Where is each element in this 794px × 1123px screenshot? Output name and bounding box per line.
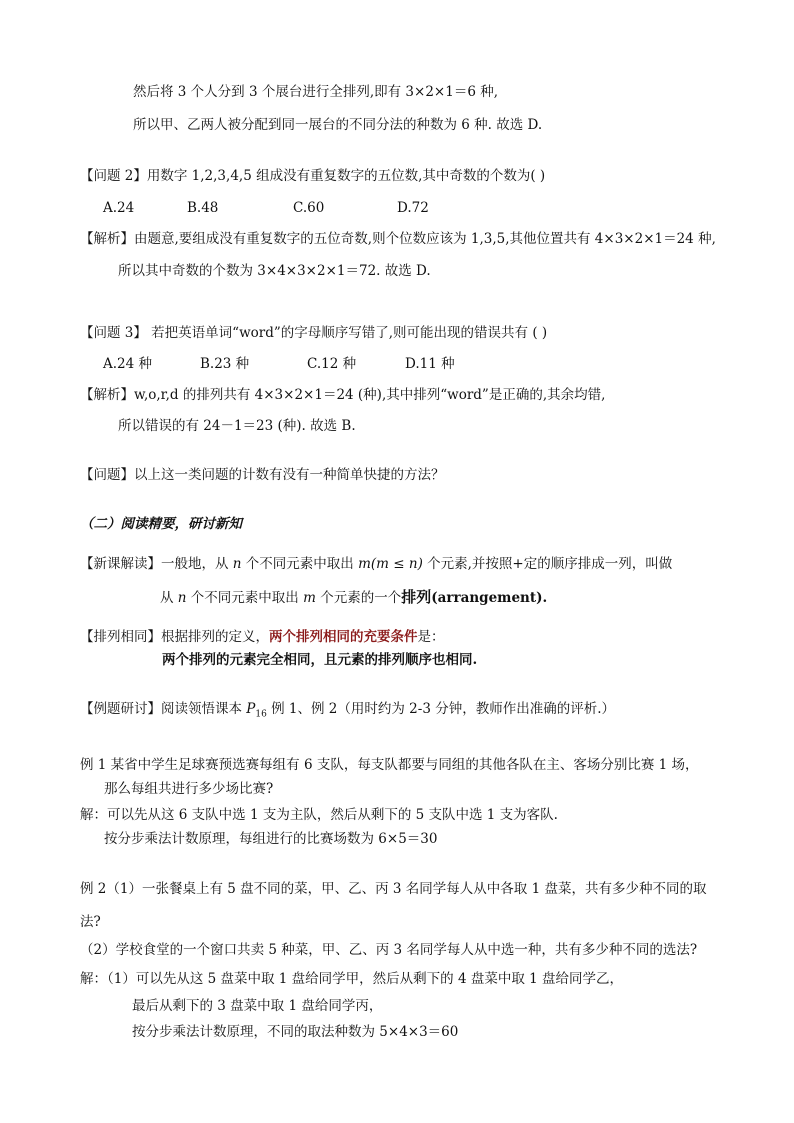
definition-text: 个元素,并按照+定的顺序排成一列，叫做 [422,556,673,572]
option-a: A.24 [103,200,135,216]
example-1: 例 1 某省中学生足球赛预选赛每组有 6 支队，每支队都要与同组的其他各队在主、客场分别比赛 1 场， [80,757,699,773]
question-3: 【问题 3】 若把英语单词“word”的字母顺序写错了,则可能出现的错误共有 ( ) [80,325,548,341]
example-2-cont: 法? [80,914,101,930]
page-ref-number: 16 [255,709,267,720]
definition-text: 个不同元素中取出 [186,590,304,606]
solution-line: 然后将 3 个人分到 3 个展台进行全排列,即有 3×2×1＝6 种, [133,84,498,100]
example-suffix: 例 1、例 2（用时约为 2-3 分钟，教师作出准确的评析.） [266,701,616,717]
example-1-cont: 那么每组共进行多少场比赛? [104,781,274,797]
solution-line: 所以甲、乙两人被分配到同一展台的不同分法的种数为 6 种. 故选 D. [133,117,543,133]
option-c: C.12 种 [307,356,357,372]
definition-text: 个元素的一个 [315,590,402,606]
same-arrangement-rule: 两个排列的元素完全相同，且元素的排列顺序也相同. [162,652,478,668]
option-c: C.60 [293,200,325,216]
condition: (m ≤ n) [370,556,423,572]
example-2-solution-cont: 最后从剩下的 3 盘菜中取 1 盘给同学丙， [132,998,383,1014]
definition-text: 个不同元素中取出 [241,556,359,572]
analysis-3-cont: 所以错误的有 24－1＝23 (种). 故选 B. [118,418,356,434]
option-d: D.72 [397,200,429,216]
same-arrangement-line [80,628,445,646]
option-a: A.24 种 [103,356,153,372]
var-m: m [303,590,316,606]
same-suffix: 是： [417,629,445,645]
question-2: 【问题 2】用数字 1,2,3,4,5 组成没有重复数字的五位数,其中奇数的个数为( ) [80,168,546,184]
definition-prefix: 【新课解读】一般地，从 [80,556,233,572]
var-m: m [358,556,371,572]
example-1-solution-cont: 按分步乘法计数原理，每组进行的比赛场数为 6×5＝30 [104,831,438,847]
option-d: D.11 种 [405,356,455,372]
general-question: 【问题】以上这一类问题的计数有没有一种简单快捷的方法？ [80,467,445,483]
analysis-3: 【解析】w,o,r,d 的排列共有 4×3×2×1＝24 (种),其中排列“word”是正确的,其余均错, [80,387,606,403]
option-b: B.23 种 [200,356,250,372]
term-english: (arrangement). [431,590,548,606]
var-n: n [177,590,187,606]
analysis-2-cont: 所以其中奇数的个数为 3×4×3×2×1＝72. 故选 D. [118,263,431,279]
page-ref: P [246,701,256,717]
section-heading: （二）阅读精要，研讨新知 [80,516,242,532]
term-arrangement: 排列 [401,588,432,606]
var-n: n [232,556,242,572]
example-study-line [80,700,615,724]
example-2-solution-result: 按分步乘法计数原理，不同的取法种数为 5×4×3＝60 [132,1024,459,1040]
example-1-solution: 解：可以先从这 6 支队中选 1 支为主队，然后从剩下的 5 支队中选 1 支为客队. [80,807,558,823]
example-prefix: 【例题研讨】阅读领悟课本 [80,701,247,717]
same-prefix: 【排列相同】根据排列的定义， [80,629,269,645]
option-b: B.48 [187,200,219,216]
example-2: 例 2（1）一张餐桌上有 5 盘不同的菜，甲、乙、丙 3 名同学每人从中各取 1 盘菜，共有多少种不同的取 [80,881,707,897]
definition-text: 从 [160,590,178,606]
definition-line-2 [160,588,547,607]
example-2-solution: 解：（1）可以先从这 5 盘菜中取 1 盘给同学甲，然后从剩下的 4 盘菜中取 1 盘给同学乙， [80,971,624,987]
analysis-2: 【解析】由题意,要组成没有重复数字的五位奇数,则个位数应该为 1,3,5,其他位置共有 4×3×2×1＝24 种, [80,231,716,247]
necessary-sufficient-condition: 两个排列相同的充要条件 [269,629,418,645]
definition-line [80,555,672,573]
example-2-part-2: （2）学校食堂的一个窗口共卖 5 种菜，甲、乙、丙 3 名同学每人从中选一种，共有多少种不同的选法? [80,942,698,958]
